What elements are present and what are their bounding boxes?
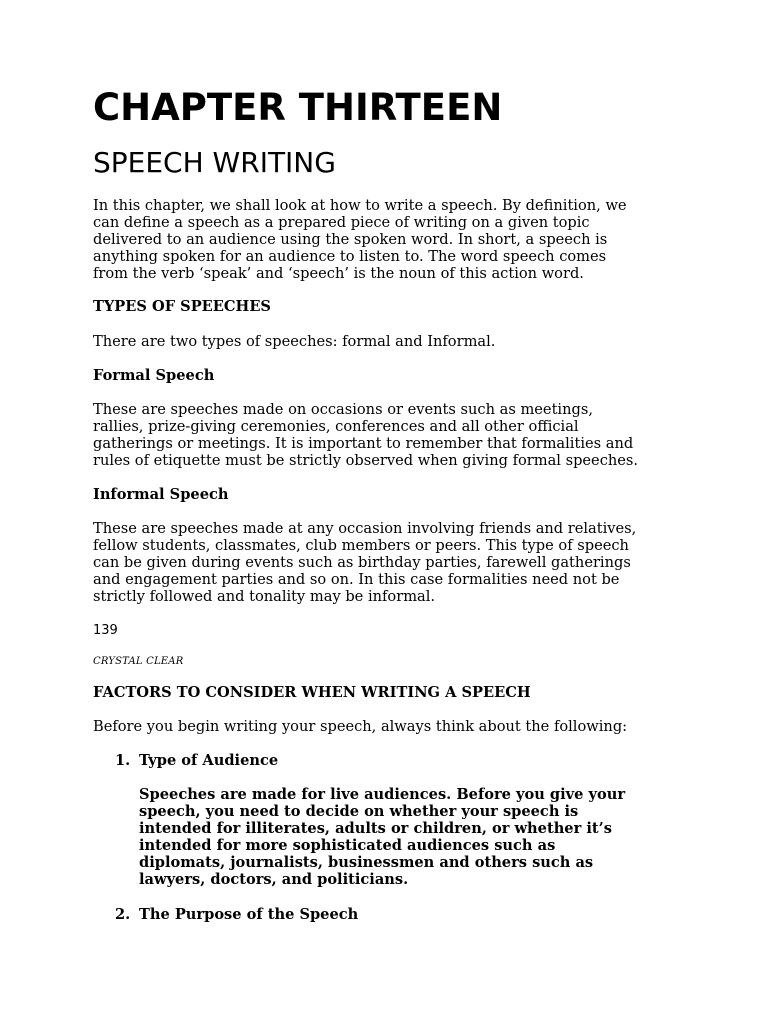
informal-line: can be given during events such as birthday parties, farewell gatherings <box>93 553 631 571</box>
intro-line: anything spoken for an audience to listen to. The word speech comes <box>93 247 607 265</box>
formal-line: rules of etiquette must be strictly observed when giving formal speeches. <box>93 451 639 469</box>
informal-line: and engagement parties and so on. In this case formalities need not be <box>93 570 620 588</box>
list-number: 1. <box>115 752 131 769</box>
section-subtitle: SPEECH WRITING <box>93 146 336 179</box>
list-number: 2. <box>115 906 131 923</box>
informal-paragraph <box>93 521 693 606</box>
audience-line: diplomats, journalists, businessmen and others such as <box>139 853 594 871</box>
formal-line: rallies, prize-giving ceremonies, conferences and all other official <box>93 417 579 435</box>
list-item-audience <box>93 753 693 770</box>
audience-line: intended for illiterates, adults or children, or whether it’s <box>139 819 612 837</box>
formal-line: These are speeches made on occasions or events such as meetings, <box>93 401 593 418</box>
formal-line: gatherings or meetings. It is important to remember that formalities and <box>93 434 634 452</box>
audience-line: speech, you need to decide on whether your speech is <box>139 802 579 820</box>
list-item-purpose <box>93 907 693 924</box>
factors-intro: Before you begin writing your speech, always think about the following: <box>93 718 628 735</box>
formal-paragraph <box>93 402 693 470</box>
page-number: 139 <box>93 623 118 638</box>
informal-line: strictly followed and tonality may be informal. <box>93 587 436 605</box>
chapter-title: CHAPTER THIRTEEN <box>93 86 503 129</box>
audience-paragraph <box>139 787 699 888</box>
audience-line: intended for more sophisticated audiences such as <box>139 836 556 854</box>
informal-line: These are speeches made at any occasion involving friends and relatives, <box>93 520 637 537</box>
intro-line: delivered to an audience using the spoken word. In short, a speech is <box>93 230 608 248</box>
intro-line: can define a speech as a prepared piece of writing on a given topic <box>93 213 590 231</box>
intro-line: from the verb ‘speak’ and ‘speech’ is the noun of this action word. <box>93 264 584 282</box>
factors-heading: FACTORS TO CONSIDER WHEN WRITING A SPEECH <box>93 684 531 701</box>
audience-line: Speeches are made for live audiences. Before you give your <box>139 786 626 803</box>
running-footer: CRYSTAL CLEAR <box>93 656 184 667</box>
intro-line: In this chapter, we shall look at how to write a speech. By definition, we <box>93 197 627 214</box>
audience-line: lawyers, doctors, and politicians. <box>139 870 409 888</box>
types-heading: TYPES OF SPEECHES <box>93 298 271 315</box>
formal-heading: Formal Speech <box>93 367 215 384</box>
intro-paragraph <box>93 198 693 283</box>
types-intro: There are two types of speeches: formal and Informal. <box>93 333 496 350</box>
list-label: Type of Audience <box>139 752 279 769</box>
informal-line: fellow students, classmates, club members or peers. This type of speech <box>93 536 629 554</box>
list-label: The Purpose of the Speech <box>139 906 359 923</box>
informal-heading: Informal Speech <box>93 486 229 503</box>
